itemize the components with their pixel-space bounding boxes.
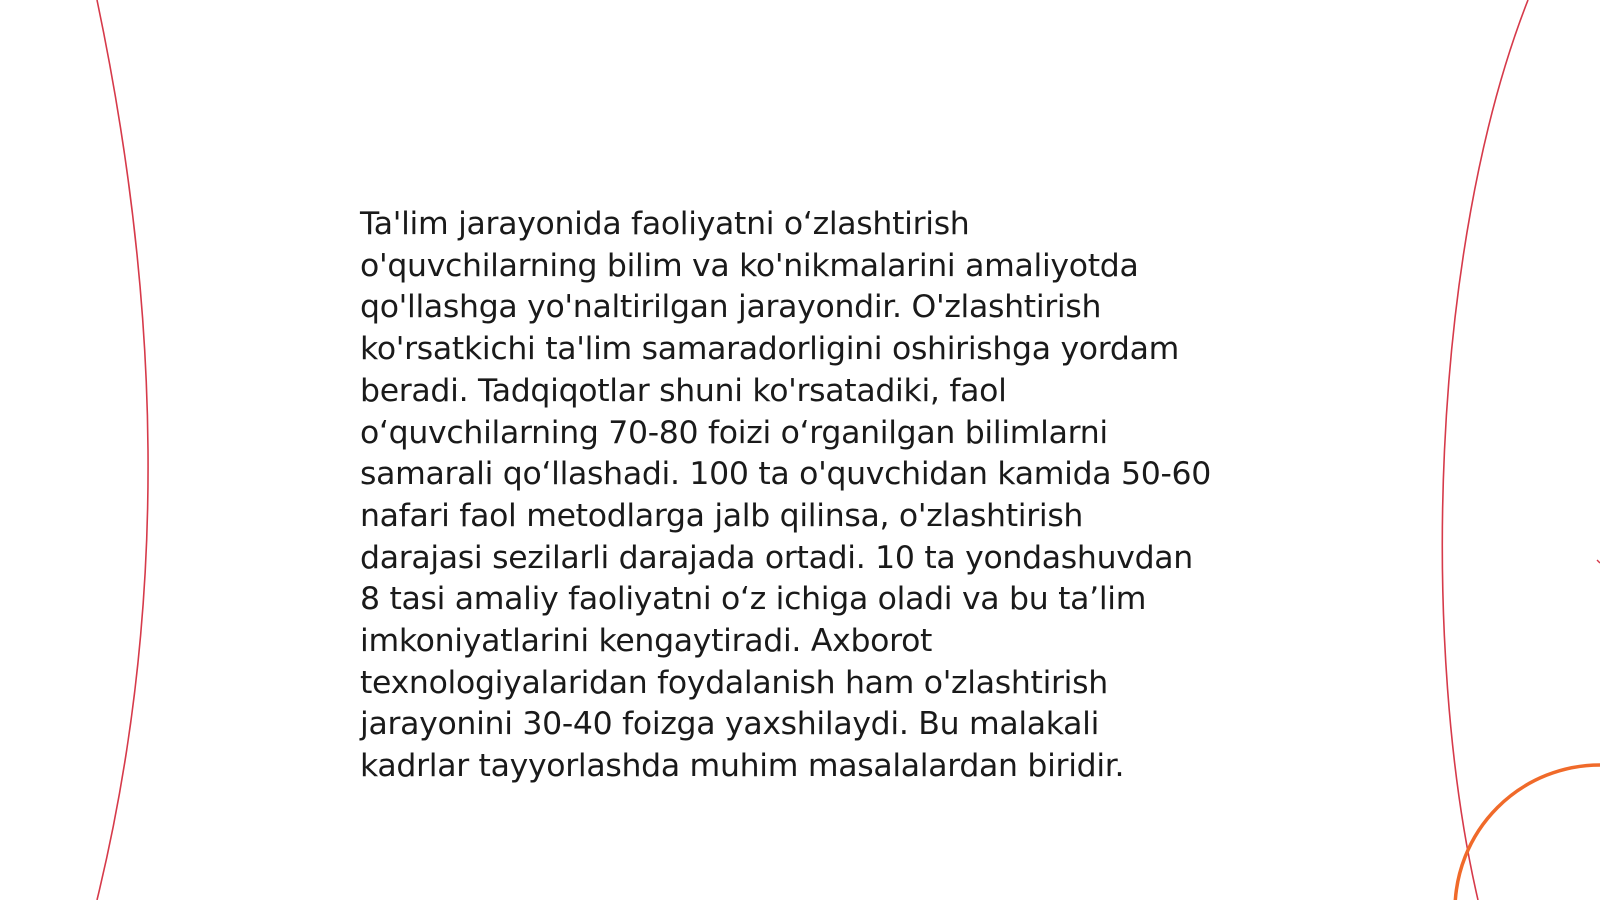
right-curve: [1442, 0, 1528, 900]
body-paragraph: Ta'lim jarayonida faoliyatni oʻzlashtirish o'quvchilarning bilim va ko'nikmalarini amaliyotda qo'llashga yo'naltirilgan jarayondir. O'zlashtirish ko'rsatkichi ta'lim samaradorligini oshirishga yordam beradi. Tadqiqotlar shuni ko'rsatadiki, faol oʻquvchilarning 70-80 foizi oʻrganilgan bilimlarni samarali qoʻllashadi. 100 ta o'quvchidan kamida 50-60 nafari faol metodlarga jalb qilinsa, o'zlashtirish darajasi sezilarli darajada ortadi. 10 ta yondashuvdan 8 tasi amaliy faoliyatni oʻz ichiga oladi va bu taʼlim imkoniyatlarini kengaytiradi. Axborot texnologiyalaridan foydalanish ham o'zlashtirish jarayonini 30-40 foizga yaxshilaydi. Bu malakali kadrlar tayyorlashda muhim masalalardan biridir.: [360, 206, 1212, 785]
left-curve: [97, 0, 148, 900]
orange-circle: [1455, 765, 1600, 900]
